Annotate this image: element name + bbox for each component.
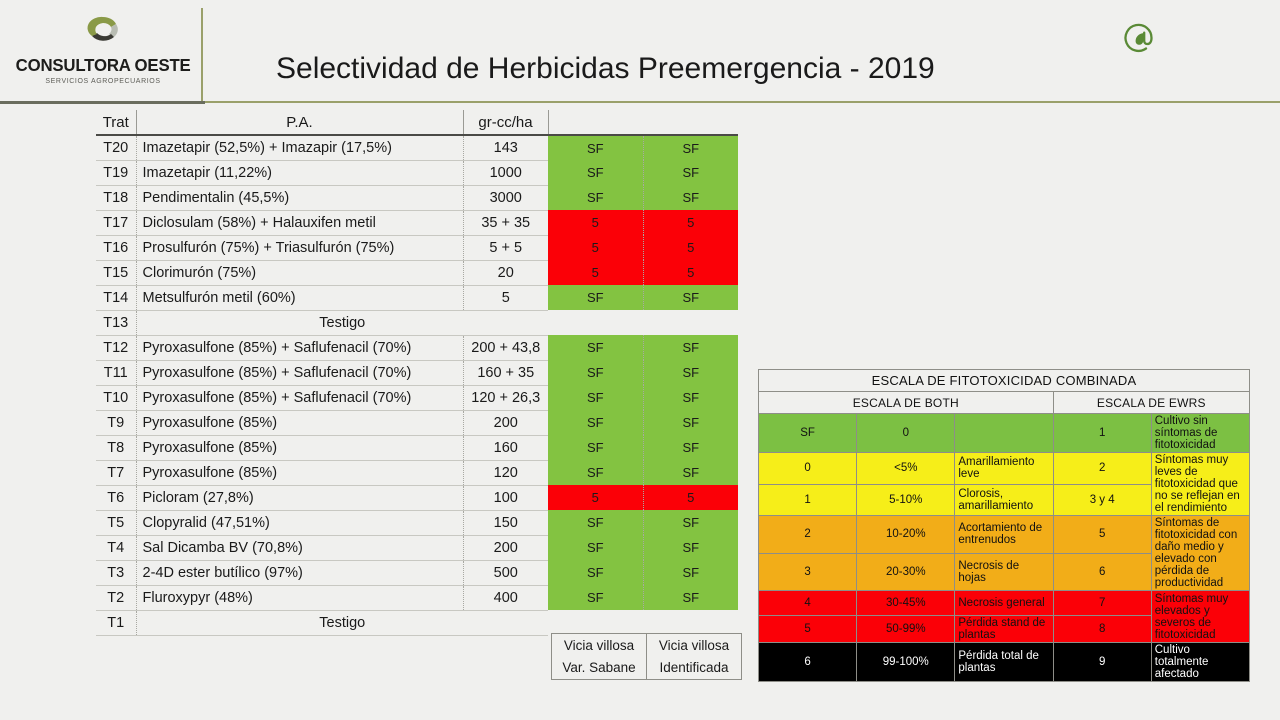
footer-row-2 [552, 657, 742, 680]
legend-both-desc: Necrosis de hojas [955, 553, 1053, 591]
slide-header [0, 0, 1280, 104]
cell-pa: Pyroxasulfone (85%) + Saflufenacil (70%) [136, 360, 463, 385]
legend-subheader-row [759, 392, 1250, 414]
cell-result-rep2: SF [643, 535, 738, 560]
footer-col1-line1: Vicia villosa [552, 634, 647, 657]
header-results-blank [548, 110, 738, 135]
cell-trat: T10 [96, 385, 136, 410]
table-row [96, 235, 738, 260]
cell-pa: Testigo [136, 310, 548, 335]
cell-result-rep2: SF [643, 560, 738, 585]
cell-result-rep2: 5 [643, 485, 738, 510]
legend-both-pct: 99-100% [857, 643, 955, 682]
legend-ewrs-desc: Cultivo totalmente afectado [1151, 643, 1249, 682]
legend-both-pct: <5% [857, 453, 955, 485]
footer-row-1 [552, 634, 742, 657]
legend-row [759, 643, 1250, 682]
cell-result-rep1: SF [548, 135, 643, 160]
cell-pa: Clorimurón (75%) [136, 260, 463, 285]
legend-subheader-ewrs: ESCALA DE EWRS [1053, 392, 1249, 414]
cell-dose: 35 + 35 [463, 210, 548, 235]
table-row [96, 410, 738, 435]
legend-both-desc: Amarillamiento leve [955, 453, 1053, 485]
cell-trat: T11 [96, 360, 136, 385]
legend-both-desc: Necrosis general [955, 591, 1053, 616]
treatments-table [96, 110, 738, 636]
cell-result-rep1: SF [548, 460, 643, 485]
legend-ewrs-desc: Cultivo sin síntomas de fitotoxicidad [1151, 414, 1249, 453]
legend-both-code: 5 [759, 616, 857, 643]
cell-pa: Testigo [136, 610, 548, 635]
legend-row [759, 591, 1250, 616]
cell-result-rep2: 5 [643, 260, 738, 285]
cell-result-rep2: SF [643, 135, 738, 160]
cell-result-rep2: SF [643, 585, 738, 610]
cell-dose: 200 + 43,8 [463, 335, 548, 360]
cell-pa: Imazetapir (52,5%) + Imazapir (17,5%) [136, 135, 463, 160]
table-row [96, 560, 738, 585]
page-title: Selectividad de Herbicidas Preemergencia - 2019 [276, 52, 935, 85]
legend-both-pct: 50-99% [857, 616, 955, 643]
legend-ewrs-code: 6 [1053, 553, 1151, 591]
legend-both-desc: Acortamiento de entrenudos [955, 516, 1053, 554]
cell-trat: T9 [96, 410, 136, 435]
table-row [96, 260, 738, 285]
cell-result-rep1: SF [548, 160, 643, 185]
legend-row [759, 414, 1250, 453]
legend-ewrs-code: 3 y 4 [1053, 484, 1151, 516]
cell-dose: 120 [463, 460, 548, 485]
cell-pa: Sal Dicamba BV (70,8%) [136, 535, 463, 560]
legend-both-pct: 10-20% [857, 516, 955, 554]
legend-both-code: 4 [759, 591, 857, 616]
legend-both-pct: 20-30% [857, 553, 955, 591]
table-header-row [96, 110, 738, 135]
cell-pa: Pyroxasulfone (85%) + Saflufenacil (70%) [136, 385, 463, 410]
cell-result-rep2: SF [643, 335, 738, 360]
header-trat: Trat [96, 110, 136, 135]
legend-both-code: 2 [759, 516, 857, 554]
cell-trat: T2 [96, 585, 136, 610]
cell-result-rep1: SF [548, 385, 643, 410]
cell-result-rep1: SF [548, 560, 643, 585]
cell-result-rep1: SF [548, 285, 643, 310]
cell-result-rep1: SF [548, 510, 643, 535]
company-tagline: SERVICIOS AGROPECUARIOS [45, 78, 161, 85]
cell-trat: T14 [96, 285, 136, 310]
legend-subheader-both: ESCALA DE BOTH [759, 392, 1054, 414]
legend-ewrs-desc: Síntomas muy elevados y severos de fitotoxicidad [1151, 591, 1249, 643]
cell-pa: Imazetapir (11,22%) [136, 160, 463, 185]
cell-pa: Diclosulam (58%) + Halauxifen metil [136, 210, 463, 235]
table-row [96, 510, 738, 535]
cell-trat: T20 [96, 135, 136, 160]
cell-dose: 160 + 35 [463, 360, 548, 385]
legend-both-pct: 5-10% [857, 484, 955, 516]
cell-dose: 1000 [463, 160, 548, 185]
legend-both-desc [955, 414, 1053, 453]
cell-result-rep2: SF [643, 360, 738, 385]
cell-pa: Pyroxasulfone (85%) [136, 435, 463, 460]
legend-ewrs-code: 5 [1053, 516, 1151, 554]
table-row [96, 385, 738, 410]
cell-result-rep1: 5 [548, 260, 643, 285]
legend-title: ESCALA DE FITOTOXICIDAD COMBINADA [759, 370, 1250, 392]
cell-result-rep1: SF [548, 185, 643, 210]
header-rule-right [205, 101, 1280, 103]
cell-dose: 400 [463, 585, 548, 610]
cell-pa: Pyroxasulfone (85%) [136, 410, 463, 435]
cell-dose: 150 [463, 510, 548, 535]
cell-dose: 5 [463, 285, 548, 310]
cell-result-rep2: 5 [643, 235, 738, 260]
cell-pa: Fluroxypyr (48%) [136, 585, 463, 610]
cell-result-rep1: SF [548, 360, 643, 385]
table-row [96, 460, 738, 485]
cell-result-rep1: SF [548, 585, 643, 610]
legend-both-pct: 0 [857, 414, 955, 453]
cell-pa: Prosulfurón (75%) + Triasulfurón (75%) [136, 235, 463, 260]
cell-trat: T5 [96, 510, 136, 535]
cell-result-rep2: SF [643, 510, 738, 535]
legend-ewrs-code: 7 [1053, 591, 1151, 616]
cell-dose: 5 + 5 [463, 235, 548, 260]
cell-dose: 160 [463, 435, 548, 460]
cell-result-rep1: SF [548, 335, 643, 360]
cell-trat: T13 [96, 310, 136, 335]
header-vertical-divider [201, 8, 203, 103]
legend-both-desc: Pérdida stand de plantas [955, 616, 1053, 643]
table-row [96, 185, 738, 210]
cell-pa: Pendimentalin (45,5%) [136, 185, 463, 210]
cell-result-empty [548, 610, 738, 635]
cell-trat: T4 [96, 535, 136, 560]
table-row [96, 585, 738, 610]
cell-trat: T19 [96, 160, 136, 185]
footer-col2-line1: Vicia villosa [647, 634, 742, 657]
company-name: CONSULTORA OESTE [15, 55, 191, 75]
cell-trat: T3 [96, 560, 136, 585]
cell-trat: T7 [96, 460, 136, 485]
treatments-footer-table [551, 633, 742, 680]
table-row [96, 610, 738, 635]
legend-title-row [759, 370, 1250, 392]
cell-pa: Picloram (27,8%) [136, 485, 463, 510]
cell-result-rep2: SF [643, 460, 738, 485]
cell-dose: 200 [463, 410, 548, 435]
legend-ewrs-desc: Síntomas muy leves de fitotoxicidad que no se reflejan en el rendimiento [1151, 453, 1249, 516]
cell-trat: T18 [96, 185, 136, 210]
table-row [96, 335, 738, 360]
table-row [96, 535, 738, 560]
cell-dose: 120 + 26,3 [463, 385, 548, 410]
cell-result-rep2: 5 [643, 210, 738, 235]
cell-trat: T16 [96, 235, 136, 260]
legend-ewrs-code: 2 [1053, 453, 1151, 485]
cell-result-rep2: SF [643, 410, 738, 435]
cell-trat: T8 [96, 435, 136, 460]
cell-result-rep2: SF [643, 285, 738, 310]
table-row [96, 310, 738, 335]
cell-result-rep2: SF [643, 185, 738, 210]
legend-both-desc: Clorosis, amarillamiento [955, 484, 1053, 516]
cell-pa: Metsulfurón metil (60%) [136, 285, 463, 310]
cell-trat: T15 [96, 260, 136, 285]
cell-trat: T1 [96, 610, 136, 635]
cell-result-rep2: SF [643, 435, 738, 460]
cell-dose: 100 [463, 485, 548, 510]
header-rule-left [0, 101, 205, 104]
header-pa: P.A. [136, 110, 463, 135]
cell-pa: Pyroxasulfone (85%) [136, 460, 463, 485]
legend-row [759, 453, 1250, 485]
cell-result-rep2: SF [643, 385, 738, 410]
header-dose: gr-cc/ha [463, 110, 548, 135]
cell-result-rep1: SF [548, 435, 643, 460]
phytotoxicity-scale-legend [758, 369, 1250, 682]
cell-trat: T17 [96, 210, 136, 235]
table-row [96, 135, 738, 160]
cell-result-rep1: 5 [548, 235, 643, 260]
cell-result-rep2: SF [643, 160, 738, 185]
legend-row [759, 516, 1250, 554]
cell-result-rep1: SF [548, 535, 643, 560]
legend-both-code: 6 [759, 643, 857, 682]
cell-result-rep1: 5 [548, 210, 643, 235]
legend-both-code: 1 [759, 484, 857, 516]
ring-logo-icon [77, 12, 129, 52]
legend-both-code: 3 [759, 553, 857, 591]
footer-col2-line2: Identificada [647, 657, 742, 680]
cell-pa: 2-4D ester butílico (97%) [136, 560, 463, 585]
legend-both-code: SF [759, 414, 857, 453]
legend-ewrs-code: 1 [1053, 414, 1151, 453]
legend-both-pct: 30-45% [857, 591, 955, 616]
legend-both-desc: Pérdida total de plantas [955, 643, 1053, 682]
legend-both-code: 0 [759, 453, 857, 485]
legend-ewrs-code: 9 [1053, 643, 1151, 682]
cell-dose: 20 [463, 260, 548, 285]
cell-result-rep1: 5 [548, 485, 643, 510]
cell-pa: Pyroxasulfone (85%) + Saflufenacil (70%) [136, 335, 463, 360]
cell-result-rep1: SF [548, 410, 643, 435]
cell-dose: 3000 [463, 185, 548, 210]
table-row [96, 485, 738, 510]
footer-col1-line2: Var. Sabane [552, 657, 647, 680]
cell-result-empty [548, 310, 738, 335]
company-logo [15, 12, 191, 92]
cell-dose: 143 [463, 135, 548, 160]
cell-dose: 200 [463, 535, 548, 560]
table-row [96, 360, 738, 385]
at-leaf-icon [1122, 22, 1156, 56]
table-row [96, 285, 738, 310]
legend-ewrs-code: 8 [1053, 616, 1151, 643]
cell-pa: Clopyralid (47,51%) [136, 510, 463, 535]
cell-dose: 500 [463, 560, 548, 585]
legend-ewrs-desc: Síntomas de fitotoxicidad con daño medio y elevado con pérdida de productividad [1151, 516, 1249, 591]
cell-trat: T6 [96, 485, 136, 510]
table-row [96, 210, 738, 235]
cell-trat: T12 [96, 335, 136, 360]
table-row [96, 435, 738, 460]
table-row [96, 160, 738, 185]
